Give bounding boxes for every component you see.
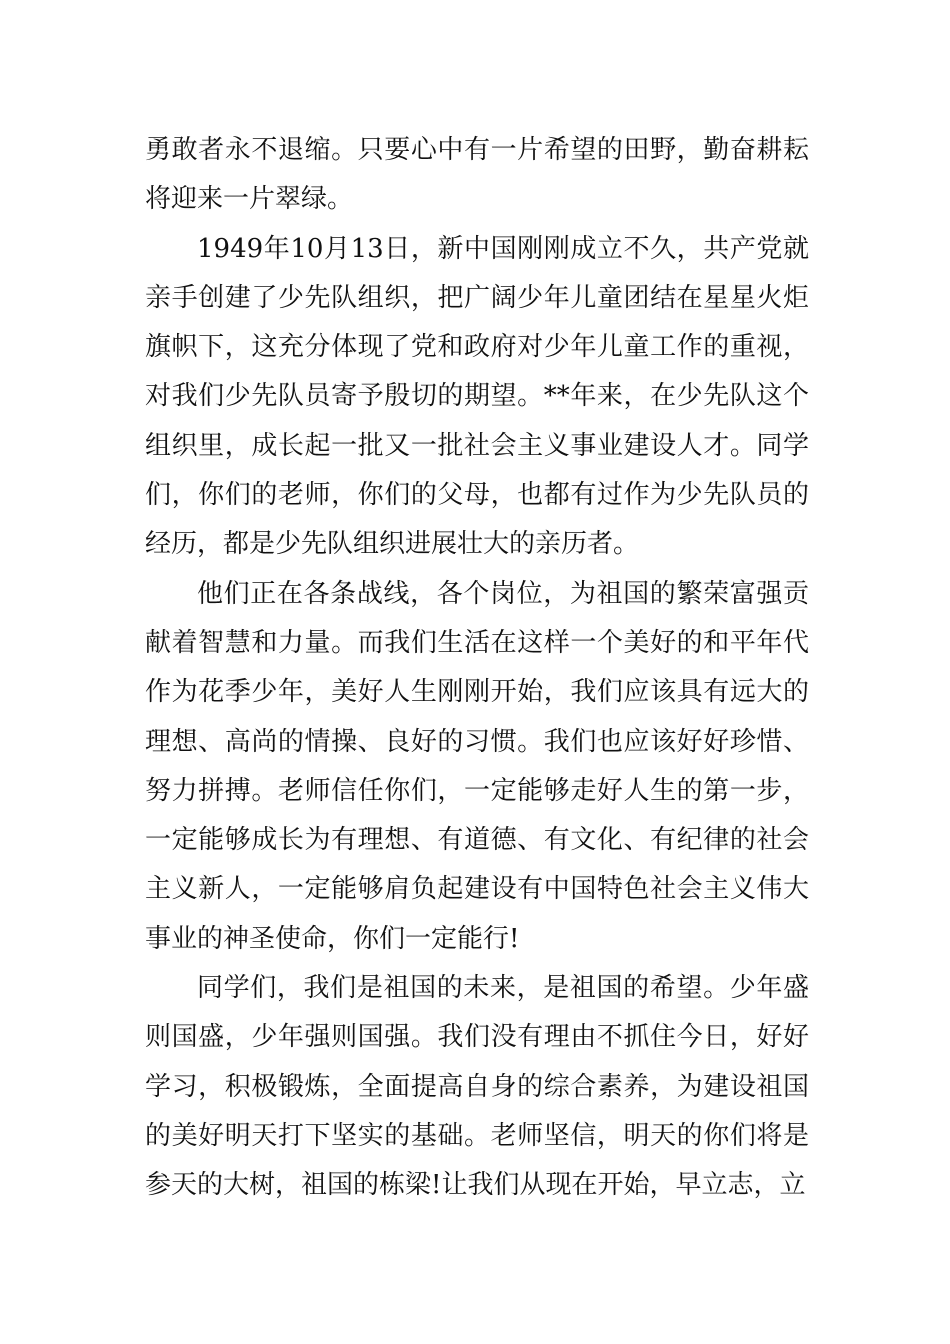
paragraph-ideals: 他们正在各条战线，各个岗位，为祖国的繁荣富强贡献着智慧和力量。而我们生活在这样一个美好的和平年代作为花季少年，美好人生刚刚开始，我们应该具有远大的理想、高尚的情操、良好的习惯。我们也应该好好珍惜、努力拼搏。老师信任你们，一定能够走好人生的第一步，一定能够成长为有理想、有道德、有文化、有纪律的社会主义新人，一定能够肩负起建设有中国特色社会主义伟大事业的神圣使命，你们一定能行!	[145, 578, 809, 954]
paragraph-future: 同学们，我们是祖国的未来，是祖国的希望。少年盛则国盛，少年强则国强。我们没有理由不抓住今日，好好学习，积极锻炼，全面提高自身的综合素养，为建设祖国的美好明天打下坚实的基础。老师坚信，明天的你们将是参天的大树，祖国的栋梁!让我们从现在开始，早立志，立	[145, 973, 809, 1201]
document-body	[145, 126, 809, 1211]
paragraph-continuation: 勇敢者永不退缩。只要心中有一片希望的田野，勤奋耕耘将迎来一片翠绿。	[145, 135, 809, 215]
paragraph-pioneers-history: 1949年10月13日，新中国刚刚成立不久，共产党就亲手创建了少先队组织，把广阔少年儿童团结在星星火炬旗帜下，这充分体现了党和政府对少年儿童工作的重视，对我们少先队员寄予殷切的期望。**年来，在少先队这个组织里，成长起一批又一批社会主义事业建设人才。同学们，你们的老师，你们的父母，也都有过作为少先队员的经历，都是少先队组织进展壮大的亲历者。	[145, 233, 809, 560]
